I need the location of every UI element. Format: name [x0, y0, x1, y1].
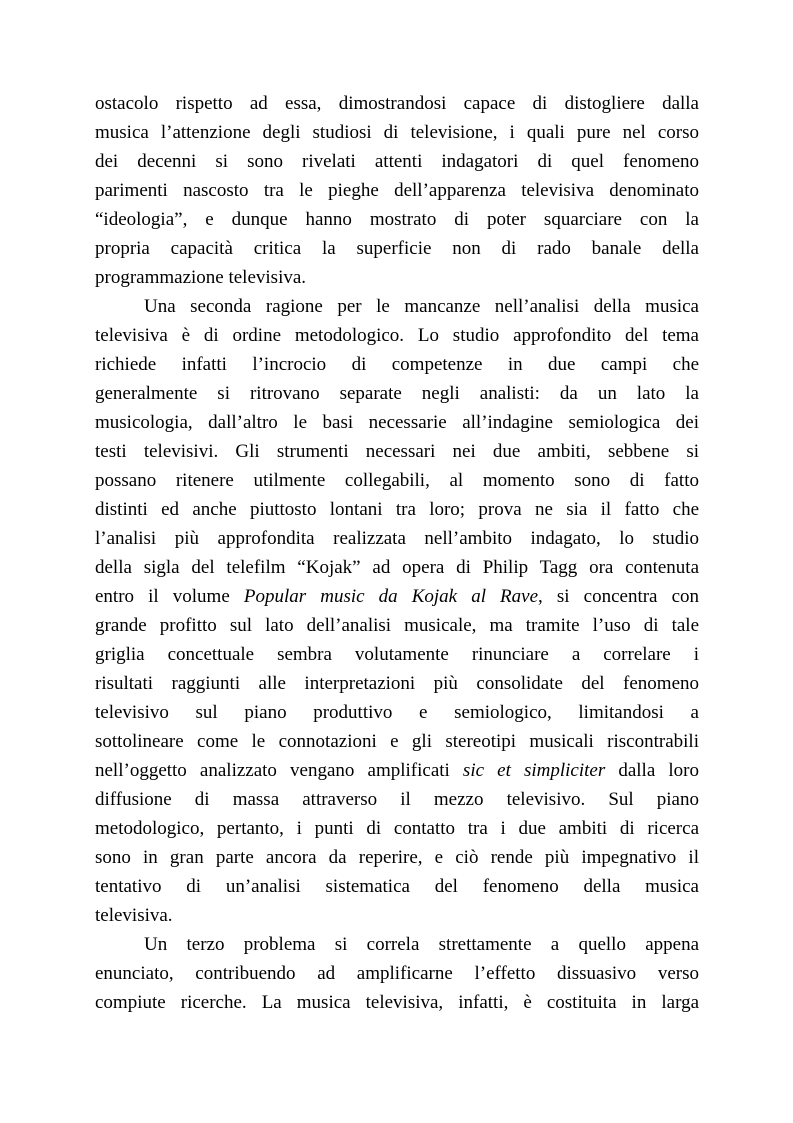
- document-page: [95, 89, 699, 1017]
- text-line: Un terzo problema si correla strettamente a quello appena: [144, 934, 699, 955]
- text-line: televisivo sul piano produttivo e semiologico, limitandosi a: [95, 702, 699, 723]
- text-line: programmazione televisiva.: [95, 267, 307, 288]
- text-line: compiute ricerche. La musica televisiva, infatti, è costituita in larga: [95, 992, 699, 1013]
- text-line: parimenti nascosto tra le pieghe dell’apparenza televisiva denominato: [95, 180, 699, 201]
- text-line: richiede infatti l’incrocio di competenze in due campi che: [95, 354, 699, 375]
- text-line: tentativo di un’analisi sistematica del fenomeno della musica: [95, 876, 699, 897]
- text-line: grande profitto sul lato dell’analisi musicale, ma tramite l’uso di tale: [95, 615, 699, 636]
- text-line: possano ritenere utilmente collegabili, al momento sono di fatto: [95, 470, 699, 491]
- text-line: televisiva.: [95, 905, 173, 926]
- line-text: nell’oggetto analizzato vengano amplificati: [95, 760, 463, 781]
- paragraph: [95, 292, 699, 930]
- line-text: dalla loro: [605, 760, 699, 781]
- text-line: generalmente si ritrovano separate negli analisti: da un lato la: [95, 383, 699, 404]
- text-line: [95, 756, 699, 785]
- paragraph: [95, 89, 699, 292]
- text-line: propria capacità critica la superficie non di rado banale della: [95, 238, 699, 259]
- text-line: musica l’attenzione degli studiosi di televisione, i quali pure nel corso: [95, 122, 699, 143]
- text-line: [95, 582, 699, 611]
- book-title-italic: Popular music da Kojak al Rave: [243, 586, 539, 607]
- text-line: della sigla del telefilm “Kojak” ad opera di Philip Tagg ora contenuta: [95, 557, 699, 578]
- paragraph: [95, 930, 699, 1017]
- line-text: entro il volume: [95, 586, 244, 607]
- text-line: sono in gran parte ancora da reperire, e ciò rende più impegnativo il: [95, 847, 699, 868]
- text-line: enunciato, contribuendo ad amplificarne l’effetto dissuasivo verso: [95, 963, 699, 984]
- text-line: dei decenni si sono rivelati attenti indagatori di quel fenomeno: [95, 151, 699, 172]
- text-line: risultati raggiunti alle interpretazioni più consolidate del fenomeno: [95, 673, 699, 694]
- text-line: griglia concettuale sembra volutamente rinunciare a correlare i: [95, 644, 699, 665]
- text-line: sottolineare come le connotazioni e gli stereotipi musicali riscontrabili: [95, 731, 699, 752]
- text-line: diffusione di massa attraverso il mezzo televisivo. Sul piano: [95, 789, 699, 810]
- text-line: metodologico, pertanto, i punti di contatto tra i due ambiti di ricerca: [95, 818, 699, 839]
- text-line: musicologia, dall’altro le basi necessarie all’indagine semiologica dei: [95, 412, 699, 433]
- text-line: l’analisi più approfondita realizzata nell’ambito indagato, lo studio: [95, 528, 699, 549]
- text-line: televisiva è di ordine metodologico. Lo studio approfondito del tema: [95, 325, 699, 346]
- line-text: , si concentra con: [538, 586, 700, 607]
- text-line: “ideologia”, e dunque hanno mostrato di poter squarciare con la: [95, 209, 699, 230]
- latin-phrase-italic: sic et simpliciter: [462, 760, 606, 781]
- text-line: distinti ed anche piuttosto lontani tra loro; prova ne sia il fatto che: [95, 499, 699, 520]
- text-line: testi televisivi. Gli strumenti necessari nei due ambiti, sebbene si: [95, 441, 699, 462]
- text-line: ostacolo rispetto ad essa, dimostrandosi capace di distogliere dalla: [95, 93, 699, 114]
- text-line: Una seconda ragione per le mancanze nell’analisi della musica: [144, 296, 699, 317]
